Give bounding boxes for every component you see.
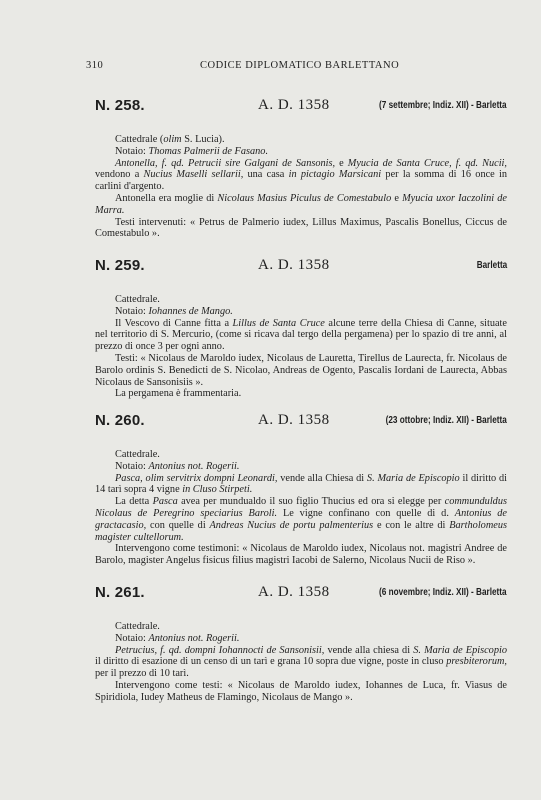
text-run: La detta bbox=[115, 496, 153, 508]
document-indiction: (7 settembre; Indiz. XII) - Barletta bbox=[379, 100, 507, 111]
document-number: N. 258. bbox=[95, 97, 145, 114]
text-run: il diritto di 14 tarì sopra 4 vigne bbox=[95, 472, 508, 496]
document-paragraph bbox=[95, 353, 507, 388]
text-run: Intervengono come testi: « Nicolaus de Maroldo iudex, Iohannes de Luca, fr. Viasus de Spiridiola, Iudey Matheus de Flamingo, Nicolaus de Mango ». bbox=[95, 679, 507, 703]
document-number: N. 259. bbox=[95, 257, 145, 274]
document-paragraph bbox=[95, 621, 507, 633]
text-run: e bbox=[391, 192, 403, 204]
document-paragraph bbox=[95, 294, 507, 306]
italic-text: Myucia uxor Iaczolini de Marra. bbox=[95, 192, 508, 216]
text-run: vendono a bbox=[95, 169, 144, 181]
italic-text: presbiterorum, bbox=[446, 656, 507, 668]
page-number: 310 bbox=[86, 60, 104, 71]
text-run: Notaio: bbox=[115, 145, 149, 157]
document-paragraph bbox=[95, 543, 507, 567]
document-261 bbox=[95, 584, 507, 704]
text-run: per la somma di 16 once in carlini d'argento. bbox=[95, 169, 507, 193]
text-run: Cattedrale. bbox=[115, 449, 160, 460]
italic-text: olim bbox=[163, 134, 182, 145]
italic-text: communduldus Nicolaus de Peregrino speciarius Baroli. bbox=[95, 496, 507, 519]
text-run: per il prezzo di 10 tarì. bbox=[95, 668, 189, 680]
document-body bbox=[95, 449, 507, 567]
italic-text: Antonius de gractacasio, bbox=[95, 507, 507, 531]
text-run: e con le altre di bbox=[373, 519, 450, 531]
text-run: La pergamena è frammentaria. bbox=[115, 388, 242, 400]
text-run: Cattedrale. bbox=[115, 294, 160, 305]
document-body bbox=[95, 621, 507, 704]
document-paragraph bbox=[95, 680, 507, 704]
italic-text: Antonius not. Rogerii. bbox=[148, 632, 240, 644]
text-run: Cattedrale. bbox=[115, 621, 160, 632]
text-run: Testi intervenuti: « Petrus de Palmerio iudex, Lillus Maximus, Pascalis Bonellus, Ciccus de Comestabulo ». bbox=[95, 216, 507, 240]
document-heading bbox=[95, 257, 507, 277]
italic-text: Antonella, f. qd. Petrucii sire Galgani de Sansonis, bbox=[115, 157, 336, 169]
italic-text: Iohannes de Mango. bbox=[148, 305, 233, 317]
italic-text: Lillus de Santa Cruce bbox=[232, 317, 325, 329]
document-260 bbox=[95, 412, 507, 567]
document-paragraph bbox=[95, 633, 507, 645]
text-run: Notaio: bbox=[115, 632, 149, 644]
document-heading bbox=[95, 412, 507, 432]
document-indiction: Barletta bbox=[476, 260, 507, 271]
text-run: S. Lucia). bbox=[181, 134, 225, 145]
text-run: il diritto di esazione di un censo di un tarì e grana 10 sopra due vigne, poste in cluso bbox=[95, 656, 447, 668]
italic-text: Pasca, olim servitrix dompni Leonardi, bbox=[115, 472, 278, 484]
text-run: avea per mundualdo il suo figlio Thucius ed ora si elegge per bbox=[177, 496, 445, 508]
italic-text: in pictagio Marsicani bbox=[288, 169, 382, 181]
italic-text: Bartholomeus magister cultellorum. bbox=[95, 519, 507, 543]
document-date: A. D. 1358 bbox=[258, 257, 330, 273]
document-paragraph bbox=[95, 318, 507, 353]
text-run: una casa bbox=[243, 169, 289, 181]
document-259 bbox=[95, 257, 507, 400]
document-paragraph bbox=[95, 217, 507, 241]
text-run: Notaio: bbox=[115, 305, 149, 317]
document-paragraph bbox=[95, 306, 507, 318]
text-run: vende alla chiesa di bbox=[324, 644, 414, 656]
document-date: A. D. 1358 bbox=[258, 412, 330, 428]
document-paragraph bbox=[95, 134, 507, 146]
italic-text: Petrucius, f. qd. dompni Iohannocti de Sansonisii, bbox=[115, 644, 325, 656]
document-paragraph bbox=[95, 473, 507, 497]
document-paragraph bbox=[95, 193, 507, 217]
document-body bbox=[95, 294, 507, 400]
document-indiction: (6 novembre; Indiz. XII) - Barletta bbox=[379, 587, 507, 598]
text-run: e bbox=[335, 157, 348, 169]
text-run: Notaio: bbox=[115, 460, 149, 472]
document-date: A. D. 1358 bbox=[258, 97, 330, 113]
running-title: CODICE DIPLOMATICO BARLETTANO bbox=[200, 60, 400, 71]
document-paragraph bbox=[95, 449, 507, 461]
document-paragraph bbox=[95, 158, 507, 193]
italic-text: S. Maria de Episcopio bbox=[413, 644, 507, 656]
text-run: Intervengono come testimoni: « Nicolaus de Maroldo iudex, Nicolaus not. magistri Andree de Barolo, magister Angelus fisicus filius magistri Iacobi de Salerno, Nicolaus Nucii de Riso ». bbox=[95, 543, 507, 567]
text-run: Cattedrale ( bbox=[115, 134, 164, 145]
document-indiction: (23 ottobre; Indiz. XII) - Barletta bbox=[385, 415, 507, 426]
text-run: Antonella era moglie di bbox=[115, 192, 218, 204]
document-heading bbox=[95, 97, 507, 117]
text-run: alcune terre della Chiesa di Canne, situate nel territorio di S. Mercurio, (come si ricava dal tergo della pergamena) per lo spazio di tre anni, al prezzo di once 3 per ogni anno. bbox=[95, 317, 507, 353]
italic-text: S. Maria de Episcopio bbox=[366, 472, 460, 484]
document-paragraph bbox=[95, 146, 507, 158]
document-paragraph bbox=[95, 645, 507, 680]
document-258 bbox=[95, 97, 507, 240]
text-run: Testi: « Nicolaus de Maroldo iudex, Nicolaus de Lauretta, Tirellus de Laurecta, fr. Nicolaus de Barolo ordinis S. Benedicti de S. Nicolao, Andreas de Ogento, Pascalis Iordani de Laurecta, Abbas Nicolaus de Sansonisiis ». bbox=[95, 352, 507, 388]
document-heading bbox=[95, 584, 507, 604]
document-body bbox=[95, 134, 507, 240]
document-paragraph bbox=[95, 496, 507, 543]
italic-text: Nucius Maselli sellarii, bbox=[143, 169, 244, 181]
italic-text: in Cluso Stirpeti. bbox=[182, 484, 253, 496]
document-paragraph bbox=[95, 461, 507, 473]
italic-text: Antonius not. Rogerii. bbox=[148, 460, 240, 472]
italic-text: Nicolaus Masius Piculus de Comestabulo bbox=[217, 192, 392, 204]
italic-text: Myucia de Santa Cruce, f. qd. Nucii, bbox=[347, 157, 507, 169]
text-run: con quelle di bbox=[146, 519, 210, 531]
italic-text: Thomas Palmerii de Fasano. bbox=[148, 145, 269, 157]
document-paragraph bbox=[95, 388, 507, 400]
document-date: A. D. 1358 bbox=[258, 584, 330, 600]
italic-text: Andreas Nucius de portu palmenterius bbox=[209, 519, 374, 531]
document-number: N. 261. bbox=[95, 584, 145, 601]
text-run: Le vigne confinano con quelle di d. bbox=[277, 507, 455, 519]
italic-text: Pasca bbox=[152, 496, 178, 508]
document-number: N. 260. bbox=[95, 412, 145, 429]
text-run: Il Vescovo di Canne fitta a bbox=[115, 317, 233, 329]
text-run: vende alla Chiesa di bbox=[277, 472, 367, 484]
